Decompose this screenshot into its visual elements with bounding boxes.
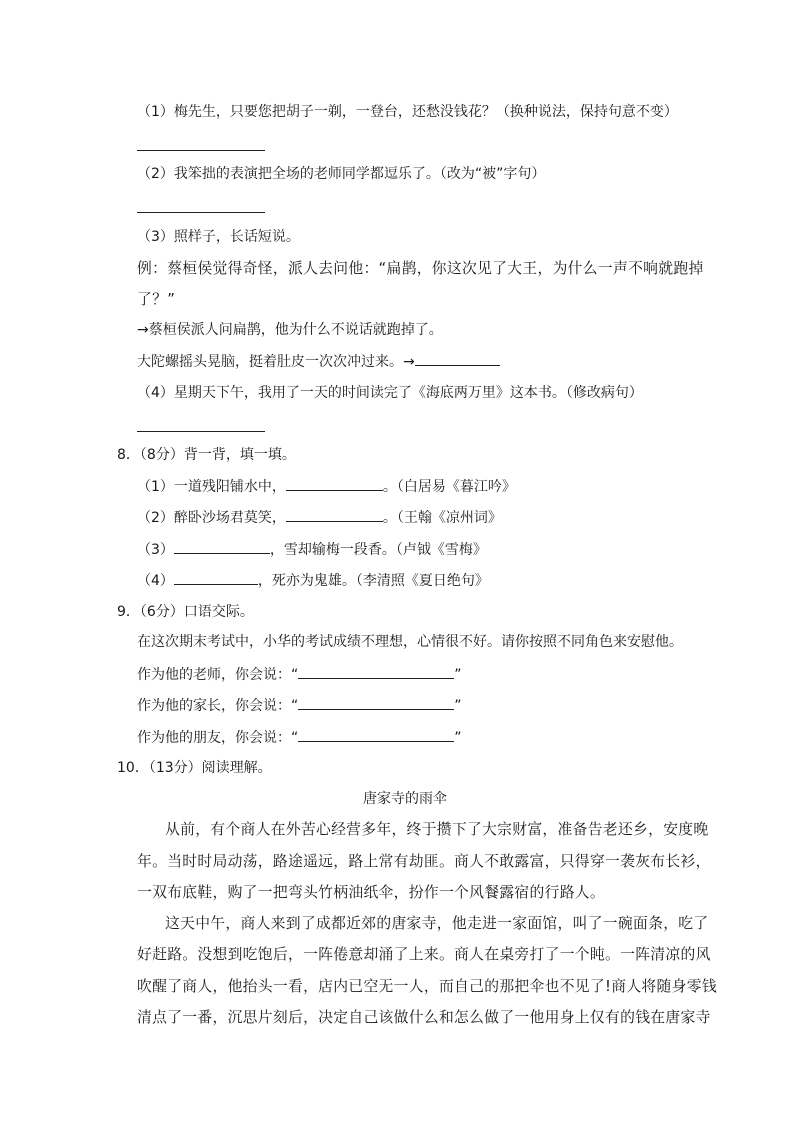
passage-p1-line-3: 一双布底鞋，购了一把弯头竹柄油纸伞，扮作一个风餐露宿的行路人。 — [137, 884, 606, 901]
q7-sentence-4: （4）星期天下午，我用了一天的时间读完了《海底两万里》这本书。（修改病句） — [137, 385, 643, 401]
q8-heading: 8．（8分）背一背，填一填。 — [117, 447, 296, 463]
q7-answer-blank-2[interactable] — [137, 212, 265, 213]
q9-teacher-line — [137, 664, 462, 685]
passage-p2-line-2: 好赶路。没想到吃饱后，一阵倦意却涌了上来。商人在桌旁打了一个盹。一阵清凉的风 — [137, 946, 711, 963]
q8-line-2-text: （2）醉卧沙场君莫笑， — [137, 510, 286, 526]
q7-example-line-1: 例：蔡桓侯觉得奇怪，派人去问他：“扁鹊，你这次见了大王，为什么一声不响就跑掉 — [137, 260, 704, 277]
q8-blank-2[interactable] — [286, 507, 383, 522]
q9-friend-prompt: 作为他的朋友，你会说：“ — [137, 730, 299, 746]
passage-p1-line-2: 年。当时时局动荡，路途遥远，路上常有劫匪。商人不敢露富，只得穿一袭灰布长衫， — [137, 853, 711, 870]
q8-line-2 — [137, 507, 502, 528]
q9-heading: 9．（6分）口语交际。 — [117, 604, 254, 620]
passage-p1-line-1: 从前，有个商人在外苦心经营多年，终于攒下了大宗财富，准备告老还乡，安度晚 — [165, 821, 709, 838]
q8-blank-4[interactable] — [174, 570, 258, 585]
q8-line-4-text: ，死亦为鬼雄。（李清照《夏日绝句》 — [257, 573, 489, 589]
q9-friend-blank[interactable] — [298, 727, 454, 742]
q8-blank-3[interactable] — [174, 539, 270, 554]
q9-intro: 在这次期末考试中，小华的考试成绩不理想，心情很不好。请你按照不同角色来安慰他。 — [137, 634, 683, 650]
q8-line-2-source: 。（王翰《凉州词》 — [382, 510, 502, 526]
q9-friend-line — [137, 727, 462, 748]
q8-line-3-text: ，雪却输梅一段香。（卢钺《雪梅》 — [269, 542, 487, 558]
q7-sentence-3: （3）照样子，长话短说。 — [137, 229, 300, 245]
passage-title: 唐家寺的雨伞 — [363, 791, 447, 807]
q8-line-1 — [137, 476, 516, 497]
passage-p2-line-3: 吹醒了商人，他抬头一看，店内已空无一人，而自己的那把伞也不见了!商人将随身零钱 — [137, 978, 717, 995]
q8-blank-1[interactable] — [286, 476, 383, 491]
q9-parent-close-quote: ” — [454, 698, 462, 714]
q9-teacher-blank[interactable] — [298, 664, 454, 679]
q8-line-1-text: （1）一道残阳铺水中， — [137, 479, 286, 495]
q7-answer-blank-4[interactable] — [137, 431, 265, 432]
q8-line-4 — [137, 570, 489, 591]
q7-sentence-2: （2）我笨拙的表演把全场的老师同学都逗乐了。（改为“被”字句） — [137, 166, 546, 182]
passage-p2-line-4: 清点了一番，沉思片刻后，决定自己该做什么和怎么做了一他用身上仅有的钱在唐家寺 — [137, 1009, 711, 1026]
q8-line-3 — [137, 539, 487, 560]
q7-exercise-text: 大陀螺摇头晃脑，挺着肚皮一次次冲过来。→ — [137, 354, 415, 370]
q7-answer-blank-1[interactable] — [137, 150, 265, 151]
q9-friend-close-quote: ” — [454, 730, 462, 746]
q7-example-line-2: 了？” — [137, 291, 176, 308]
q9-teacher-prompt: 作为他的老师，你会说：“ — [137, 667, 299, 683]
q8-line-4-label: （4） — [137, 573, 174, 589]
q8-line-3-label: （3） — [137, 542, 174, 558]
q7-sentence-1: （1）梅先生，只要您把胡子一剃，一登台，还愁没钱花？（换种说法，保持句意不变） — [137, 104, 678, 120]
q9-parent-prompt: 作为他的家长，你会说：“ — [137, 698, 299, 714]
q9-teacher-close-quote: ” — [454, 667, 462, 683]
q8-line-1-source: 。（白居易《暮江吟》 — [382, 479, 516, 495]
q10-heading: 10．（13分）阅读理解。 — [117, 760, 272, 776]
passage-p2-line-1: 这天中午，商人来到了成都近郊的唐家寺，他走进一家面馆，叫了一碗面条，吃了 — [165, 915, 709, 932]
q7-example-answer: →蔡桓侯派人问扁鹊，他为什么不说话就跑掉了。 — [137, 322, 443, 338]
q7-exercise-line — [137, 351, 500, 372]
q9-parent-line — [137, 695, 462, 716]
q7-exercise-blank[interactable] — [415, 351, 500, 366]
q9-parent-blank[interactable] — [298, 695, 454, 710]
